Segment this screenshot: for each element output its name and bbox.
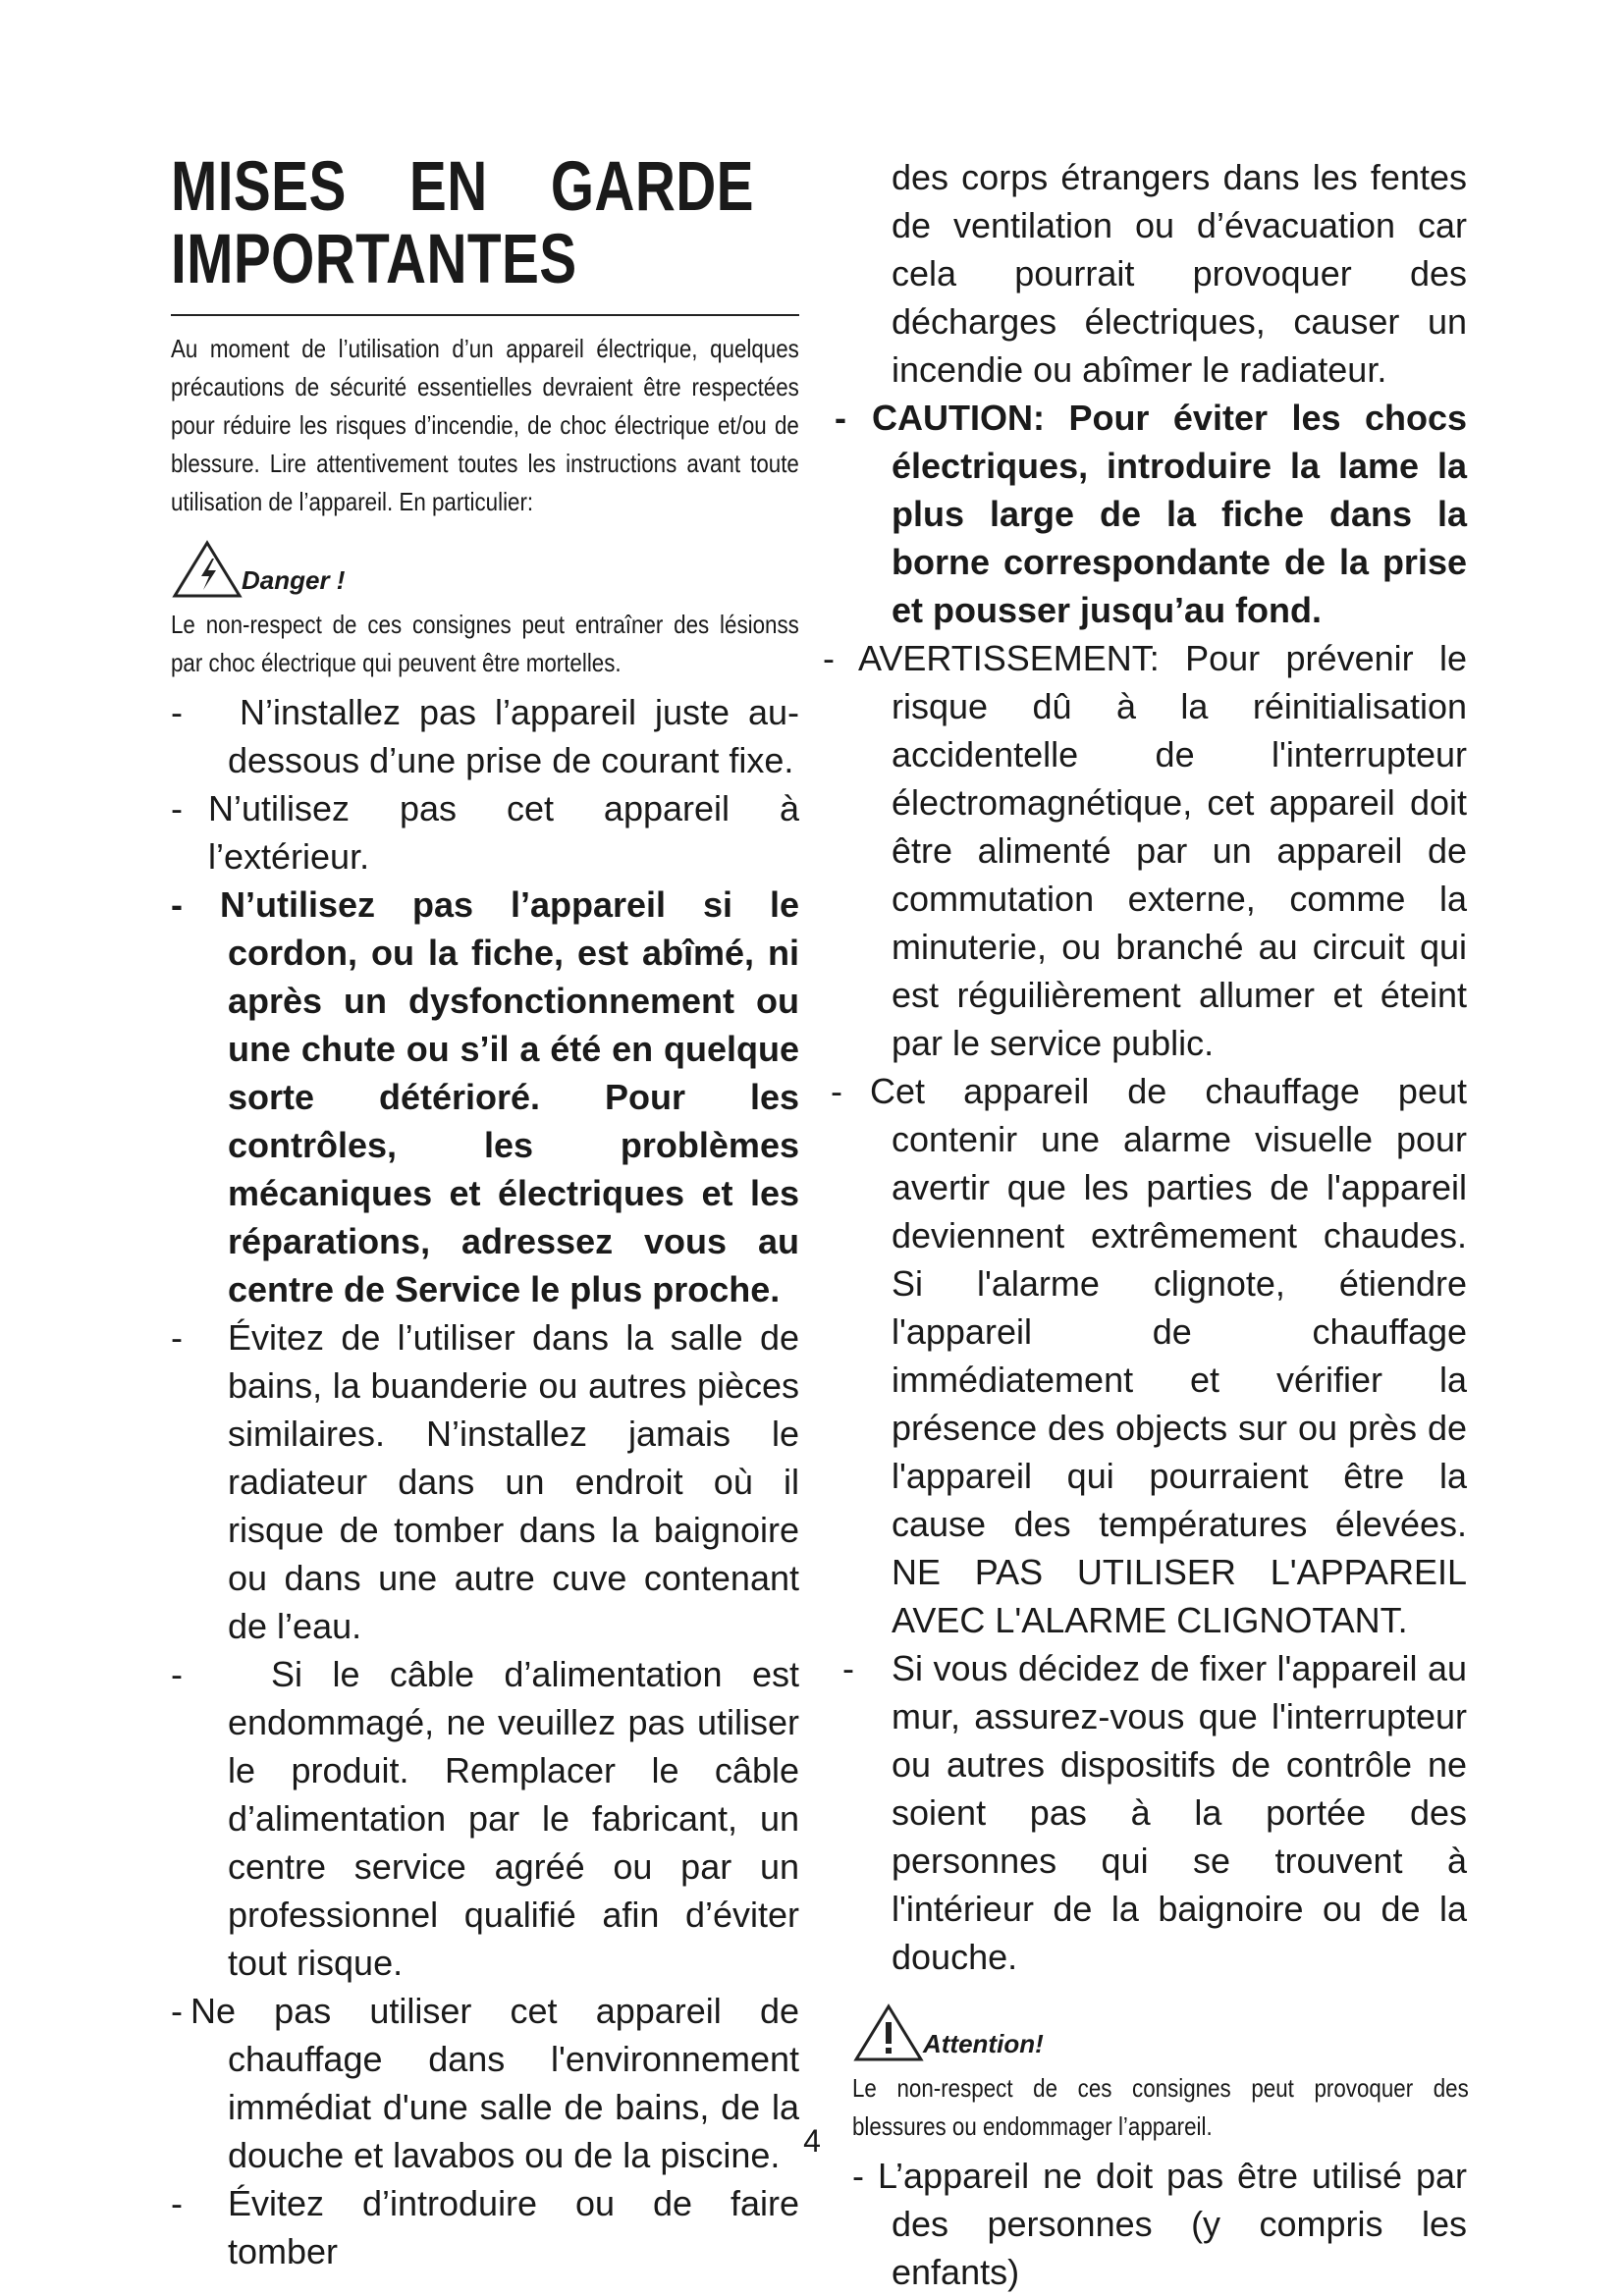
page-title xyxy=(171,148,754,298)
list-item xyxy=(842,1644,1467,1981)
bullet-dash: - xyxy=(852,2156,864,2196)
bullet-dash: - xyxy=(835,398,846,438)
item-text: CAUTION: Pour éviter les chocs électriques, introduire la lame la plus large de la fiche dans la borne correspondante de la prise et pousser jusqu’au fond. xyxy=(872,398,1467,630)
item-text: des corps étrangers dans les fentes de ventilation ou d’évacuation car cela pourrait provoquer des décharges électriques, causer un incendie ou abîmer le radiateur. xyxy=(892,157,1467,390)
item-text: Évitez de l’utiliser dans la salle de bains, la buanderie ou autres pièces similaires. N’installez jamais le radiateur dans un endroit où il risque de tomber dans la baignoire ou dans une autre cuve contenant de l’eau. xyxy=(228,1317,799,1646)
bullet-dash: - xyxy=(171,788,183,828)
danger-heading xyxy=(171,539,799,600)
list-item xyxy=(171,784,799,881)
title-line-1: MISES EN GARDE xyxy=(171,148,754,226)
electric-hazard-icon xyxy=(171,539,244,600)
list-item xyxy=(823,634,1467,1067)
left-column xyxy=(171,147,799,2275)
title-line-2: IMPORTANTES xyxy=(171,221,577,298)
list-item xyxy=(171,2179,799,2275)
attention-label: Attention! xyxy=(923,2029,1044,2058)
bullet-dash: - xyxy=(171,1317,183,1358)
item-text: Si vous décidez de fixer l'appareil au mur, assurez-vous que l'interrupteur ou autres dispositifs de contrôle ne soient pas à la portée des personnes qui se trouvent à l'intérieur de la baignoire ou de la douche. xyxy=(892,1648,1467,1977)
item-text: N’utilisez pas l’appareil si le cordon, ou la fiche, est abîmé, ni après un dysfonctionnement ou une chute ou s’il a été en quelque sorte détérioré. Pour les contrôles, les problèmes mécaniques et électriques et les réparations, adressez vous au centre de Service le plus proche. xyxy=(220,884,799,1309)
attention-heading xyxy=(852,2002,1467,2063)
continued-text xyxy=(852,153,1467,394)
bullet-dash: - xyxy=(171,1991,183,2031)
item-text: N’installez pas l’appareil juste au-dessous d’une prise de courant fixe. xyxy=(228,692,799,780)
page-number: 4 xyxy=(803,2123,821,2159)
list-item xyxy=(171,1313,799,1650)
item-text: AVERTISSEMENT: Pour prévenir le risque dû à la réinitialisation accidentelle de l'interrupteur électromagnétique, cet appareil doit être alimenté par un appareil de commutation externe, comme la minuterie, ou branché au circuit qui est réguilièrement allumer et éteint par le service public. xyxy=(858,638,1467,1063)
warning-triangle-icon xyxy=(852,2002,925,2063)
bullet-dash: - xyxy=(171,1654,183,1694)
title-divider xyxy=(171,314,799,316)
bullet-dash: - xyxy=(171,2183,183,2223)
item-text: L’appareil ne doit pas être utilisé par des personnes (y compris les enfants) xyxy=(878,2156,1467,2292)
list-item xyxy=(171,881,799,1313)
bullet-dash: - xyxy=(171,692,183,732)
item-text: Ne pas utiliser cet appareil de chauffage dans l'environnement immédiat d'une salle de bains, de la douche et lavabos ou de la piscine. xyxy=(190,1991,799,2175)
item-text: Si le câble d’alimentation est endommagé, ne veuillez pas utiliser le produit. Remplacer le câble d’alimentation par le fabricant, un centre service agréé ou par un professionnel qualifié afin d’éviter tout risque. xyxy=(228,1654,799,1983)
bullet-dash: - xyxy=(842,1648,854,1688)
list-item xyxy=(171,1650,799,1987)
bullet-dash: - xyxy=(823,638,835,678)
intro-paragraph: Au moment de l’utilisation d’un appareil électrique, quelques précautions de sécurité essentielles devraient être respectées pour réduire les risques d’incendie, de choc électrique et/ou de blessure. Lire attentivement toutes les instructions avant toute utilisation de l’appareil. En particulier: xyxy=(171,334,799,516)
item-text: Évitez d’introduire ou de faire tomber xyxy=(228,2183,799,2271)
danger-text: Le non-respect de ces consignes peut entraîner des lésionss par choc électrique qui peuvent être mortelles. xyxy=(171,610,799,677)
danger-label: Danger ! xyxy=(242,565,346,595)
item-text: Cet appareil de chauffage peut contenir une alarme visuelle pour avertir que les parties de l'appareil deviennent extrêmement chaudes. Si l'alarme clignote, étiendre l'appareil de chauffage immédiatement et vérifier la présence des objects sur ou près de l'appareil qui pourraient être la cause des températures élevées. NE PAS UTILISER L'APPAREIL AVEC L'ALARME CLIGNOTANT. xyxy=(870,1071,1467,1640)
bullet-dash: - xyxy=(171,884,183,925)
item-text: N’utilisez pas cet appareil à l’extérieur. xyxy=(208,788,799,877)
right-column xyxy=(823,153,1469,2296)
list-item xyxy=(171,688,799,784)
list-item xyxy=(852,2152,1467,2296)
bullet-dash: - xyxy=(831,1071,842,1111)
list-item xyxy=(835,394,1467,634)
attention-text: Le non-respect de ces consignes peut provoquer des blessures ou endommager l’appareil. xyxy=(852,2073,1469,2141)
list-item xyxy=(831,1067,1467,1644)
